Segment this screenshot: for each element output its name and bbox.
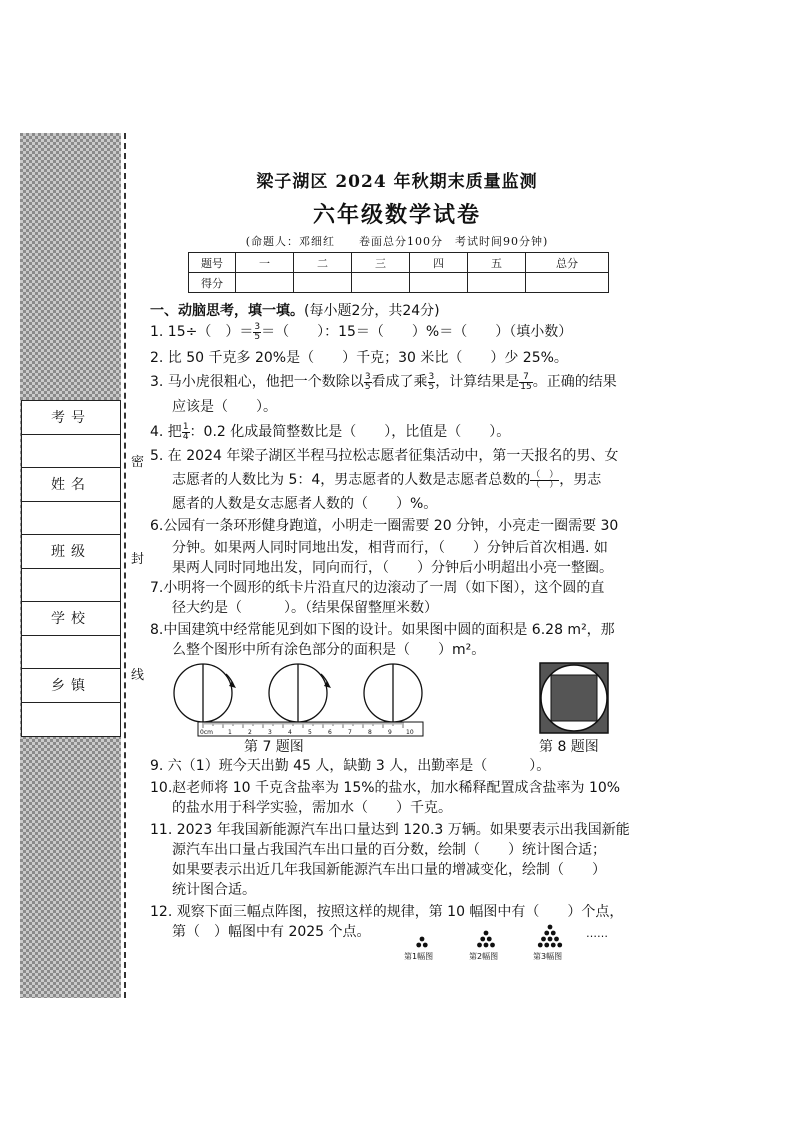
- dot-figure-3-caption: 第3幅图: [533, 952, 563, 961]
- ruler-label: 0cm: [200, 729, 213, 736]
- dot: [423, 943, 428, 948]
- score-header-cell: 四: [410, 253, 468, 273]
- section-title: 一、动脑思考，填一填。(每小题2分，共24分): [150, 303, 440, 319]
- label-class: 班级: [22, 535, 120, 569]
- dot: [477, 943, 482, 948]
- question-10: 10.赵老师将 10 千克含盐率为 15%的盐水，加水稀释配置成含盐率为 10%: [150, 780, 621, 796]
- question-4: 4. 把 $\frac{1}{4}$ ：0.2 化成最简整数比是（ ），比值是（ ）。: [150, 421, 511, 442]
- dot: [538, 943, 543, 948]
- ruler-label: 9: [388, 729, 392, 736]
- question-6-line3: 果两人同时同地出发，同向而行，（ ）分钟后小明超出小亮一整圈。: [172, 560, 613, 576]
- question-8: 8.中国建筑中经常能见到如下图的设计。如果图中圆的面积是 6.28 m²，那: [150, 622, 615, 638]
- label-township: 乡镇: [22, 669, 120, 703]
- field-class[interactable]: [22, 569, 120, 603]
- dot: [544, 931, 549, 936]
- score-header-cell: 总分: [526, 253, 609, 273]
- question-1: 1. 15÷（ ）＝ $\frac{3}{5}$ ＝（ ）：15＝（ ）%＝（ ）（填小数）: [150, 321, 573, 342]
- question-6-line2: 分钟。如果两人同时同地出发，相背而行，（ ）分钟后首次相遇. 如: [172, 540, 608, 556]
- dot-figure-2-caption: 第2幅图: [469, 952, 499, 961]
- seal-char-mi: 密: [131, 455, 145, 470]
- ruler-label: 2: [248, 729, 252, 736]
- dot: [484, 943, 489, 948]
- exam-title: 六年级数学试卷: [312, 202, 481, 228]
- question-7-line2: 径大约是（ ）。（结果保留整厘米数）: [172, 600, 438, 616]
- question-11: 11. 2023 年我国新能源汽车出口量达到 120.3 万辆。如果要表示出我国新能: [150, 822, 630, 838]
- dot: [551, 943, 556, 948]
- dot: [551, 931, 556, 936]
- figure-8-caption: 第 8 题图: [539, 739, 599, 755]
- question-5-line3: 愿者的人数是女志愿者人数的（ ）%。: [172, 496, 438, 512]
- ellipsis: ……: [586, 927, 608, 940]
- score-cell[interactable]: [236, 273, 294, 293]
- question-5: 5. 在 2024 年梁子湖区半程马拉松志愿者征集活动中，第一天报名的男、女: [150, 448, 619, 464]
- dot: [480, 937, 485, 942]
- dot: [420, 937, 425, 942]
- ruler-label: 6: [328, 729, 332, 736]
- field-township[interactable]: [22, 703, 120, 737]
- question-6: 6.公园有一条环形健身跑道，小明走一圈需要 20 分钟，小亮走一圈需要 30: [150, 518, 619, 534]
- dot-figure-1-caption: 第1幅图: [404, 952, 434, 961]
- exam-region-title: 梁子湖区 2024 年秋期末质量监测: [256, 172, 538, 192]
- question-7: 7.小明将一个圆形的纸卡片沿直尺的边滚动了一周（如下图），这个圆的直: [150, 580, 605, 596]
- dot: [490, 943, 495, 948]
- ruler-label: 7: [348, 729, 352, 736]
- dot: [487, 937, 492, 942]
- field-school[interactable]: [22, 636, 120, 670]
- score-cell[interactable]: [410, 273, 468, 293]
- score-header-cell: 五: [468, 253, 526, 273]
- score-header-cell: 三: [352, 253, 410, 273]
- figure-7-caption: 第 7 题图: [244, 739, 304, 755]
- question-3: 3. 马小虎很粗心，他把一个数除以 $\frac{3}{5}$ 看成了乘 $\frac{3}{5}$ ，计算结果是 $\frac{7}{15}$ 。正确的结果: [150, 371, 617, 392]
- score-header-cell: 二: [294, 253, 352, 273]
- question-10-line2: 的盐水用于科学实验，需加水（ ）千克。: [172, 800, 452, 816]
- exam-info: (命题人：邓细红 卷面总分100分 考试时间90分钟): [245, 235, 549, 248]
- question-11-line3: 如果要表示出近几年我国新能源汽车出口量的增减变化，绘制（ ）: [172, 862, 606, 878]
- question-12-line2: 第（ ）幅图中有 2025 个点。: [172, 924, 371, 940]
- dot: [548, 937, 553, 942]
- score-header-cell: 题号: [189, 253, 236, 273]
- seal-char-xian: 线: [131, 668, 145, 683]
- question-9: 9. 六（1）班今天出勤 45 人，缺勤 3 人，出勤率是（ ）。: [150, 758, 551, 774]
- question-8-line2: 么整个图形中所有涂色部分的面积是（ ）m²。: [172, 642, 486, 658]
- question-5-line2: 志愿者的人数比为 5：4，男志愿者的人数是志愿者总数的 （ ） （ ） ，男志: [172, 469, 602, 490]
- figure-8-circle-square: [539, 662, 609, 734]
- dot: [484, 931, 489, 936]
- score-table: [188, 252, 609, 293]
- question-3-line2: 应该是（ ）。: [172, 399, 277, 415]
- field-exam-number[interactable]: [22, 435, 120, 469]
- ruler-label: 10: [406, 729, 414, 736]
- ruler-label: 4: [288, 729, 292, 736]
- label-school: 学校: [22, 602, 120, 636]
- field-name[interactable]: [22, 502, 120, 536]
- score-cell[interactable]: [526, 273, 609, 293]
- dot: [416, 943, 421, 948]
- ruler-label: 5: [308, 729, 312, 736]
- seal-char-feng: 封: [131, 552, 145, 567]
- label-exam-number: 考号: [22, 401, 120, 435]
- cut-line: [124, 133, 126, 998]
- score-cell[interactable]: [294, 273, 352, 293]
- question-12: 12. 观察下面三幅点阵图，按照这样的规律，第 10 幅图中有（ ）个点，: [150, 904, 624, 920]
- dot: [557, 943, 562, 948]
- score-header-cell: 一: [236, 253, 294, 273]
- dot: [554, 937, 559, 942]
- dot: [548, 925, 553, 930]
- dot: [541, 937, 546, 942]
- fraction: $\frac{3}{5}$: [254, 321, 261, 342]
- figure-7-rolling-circle: [168, 660, 438, 738]
- question-11-line2: 源汽车出口量占我国汽车出口量的百分数，绘制（ ）统计图合适；: [172, 842, 606, 858]
- section-points: (每小题2分，共24分): [304, 303, 440, 319]
- ruler-label: 8: [368, 729, 372, 736]
- score-row-label: 得分: [189, 273, 236, 293]
- dot: [544, 943, 549, 948]
- score-cell[interactable]: [468, 273, 526, 293]
- student-info-box: [21, 400, 121, 737]
- question-11-line4: 统计图合适。: [172, 882, 256, 898]
- score-cell[interactable]: [352, 273, 410, 293]
- ruler-label: 3: [268, 729, 272, 736]
- ruler-label: 1: [228, 729, 232, 736]
- question-2: 2. 比 50 千克多 20%是（ ）千克；30 米比（ ）少 25%。: [150, 350, 568, 366]
- label-name: 姓名: [22, 468, 120, 502]
